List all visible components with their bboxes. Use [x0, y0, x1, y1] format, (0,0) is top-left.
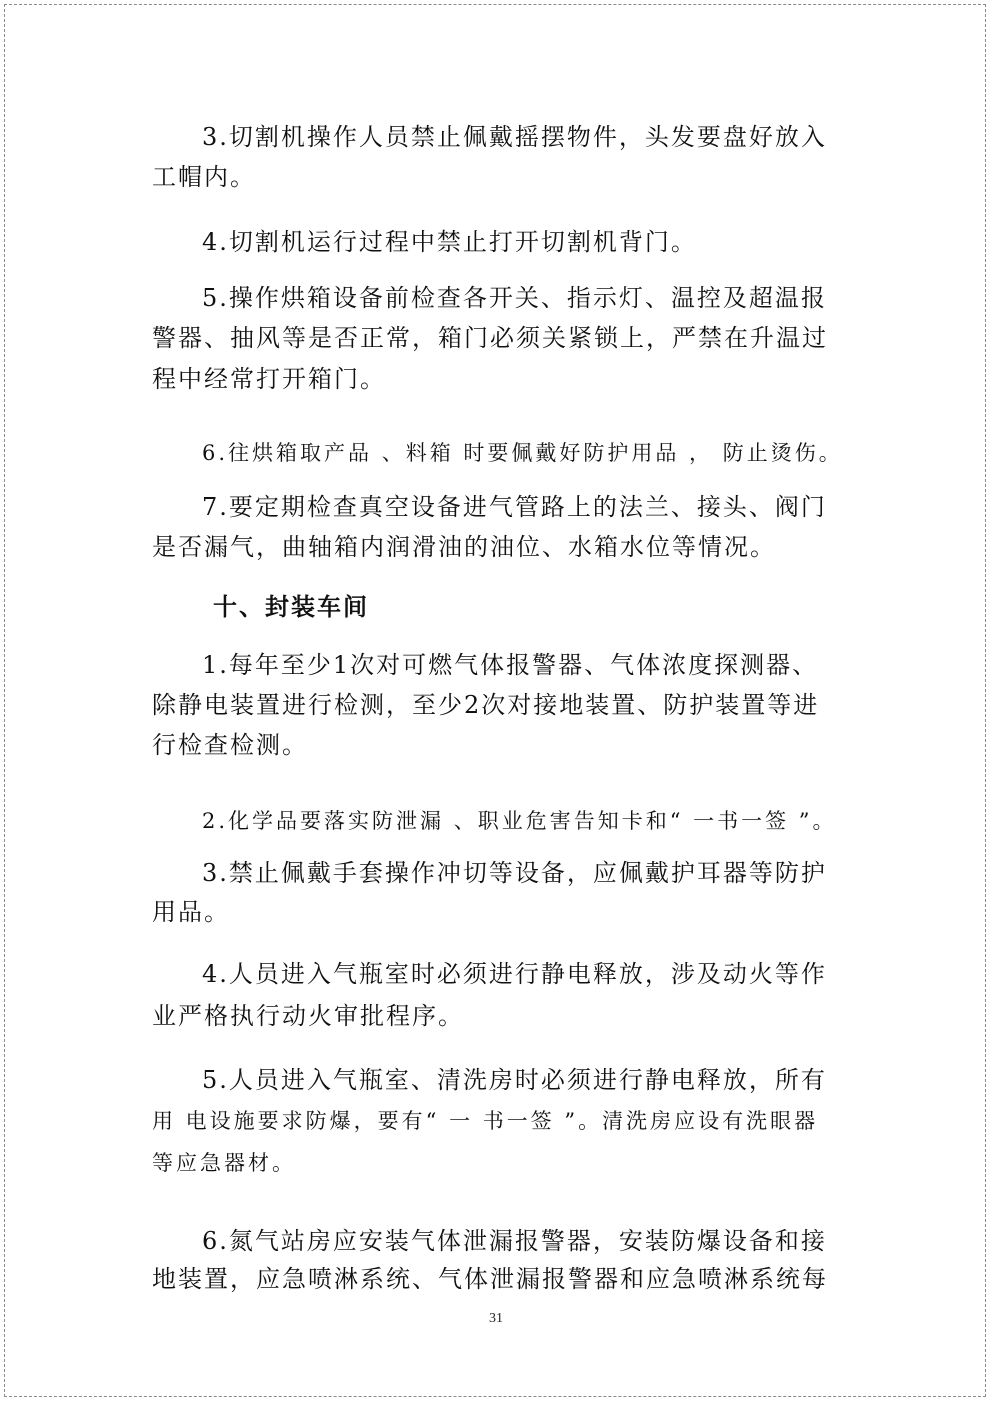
- item-5-oven-line-1: 5.操作烘箱设备前检查各开关、指示灯、温控及超温报: [202, 284, 827, 312]
- item-7-vacuum-line-1: 7.要定期检查真空设备进气管路上的法兰、接头、阀门: [202, 493, 827, 521]
- packaging-item-4-line-2: 业严格执行动火审批程序。: [152, 1002, 464, 1030]
- item-3-cutter-line-2: 工帽内。: [152, 163, 256, 191]
- packaging-item-5-line-2: 用 电设施要求防爆，要有“ 一 书一签 ”。清洗房应设有洗眼器: [152, 1109, 819, 1133]
- packaging-item-1-line-2: 除静电装置进行检测，至少2次对接地装置、防护装置等进: [152, 691, 820, 719]
- item-6-oven-line-1: 6.往烘箱取产品 、料箱 时要佩戴好防护用品 ， 防止烫伤。: [202, 441, 843, 465]
- packaging-item-2-line-1: 2.化学品要落实防泄漏 、职业危害告知卡和“ 一书一签 ”。: [202, 809, 837, 833]
- packaging-item-1-line-1: 1.每年至少1次对可燃气体报警器、气体浓度探测器、: [202, 651, 819, 679]
- item-5-oven-line-2: 警器、抽风等是否正常，箱门必须关紧锁上，严禁在升温过: [152, 324, 828, 352]
- packaging-item-3-line-2: 用品。: [152, 898, 230, 926]
- packaging-item-4-line-1: 4.人员进入气瓶室时必须进行静电释放，涉及动火等作: [202, 960, 827, 988]
- packaging-item-5-line-3: 等应急器材。: [152, 1151, 296, 1175]
- section-heading-packaging-workshop: 十、封装车间: [213, 592, 369, 621]
- packaging-item-6-line-1: 6.氮气站房应安装气体泄漏报警器，安装防爆设备和接: [202, 1227, 827, 1255]
- item-3-cutter-line-1: 3.切割机操作人员禁止佩戴摇摆物件，头发要盘好放入: [202, 123, 827, 151]
- item-7-vacuum-line-2: 是否漏气，曲轴箱内润滑油的油位、水箱水位等情况。: [152, 533, 776, 561]
- item-4-cutter-line-1: 4.切割机运行过程中禁止打开切割机背门。: [202, 228, 697, 256]
- item-5-oven-line-3: 程中经常打开箱门。: [152, 365, 386, 393]
- packaging-item-3-line-1: 3.禁止佩戴手套操作冲切等设备，应佩戴护耳器等防护: [202, 859, 827, 887]
- page-number: 31: [489, 1311, 503, 1326]
- packaging-item-1-line-3: 行检查检测。: [152, 731, 308, 759]
- packaging-item-5-line-1: 5.人员进入气瓶室、清洗房时必须进行静电释放，所有: [202, 1066, 827, 1094]
- packaging-item-6-line-2: 地装置，应急喷淋系统、气体泄漏报警器和应急喷淋系统每: [152, 1265, 828, 1293]
